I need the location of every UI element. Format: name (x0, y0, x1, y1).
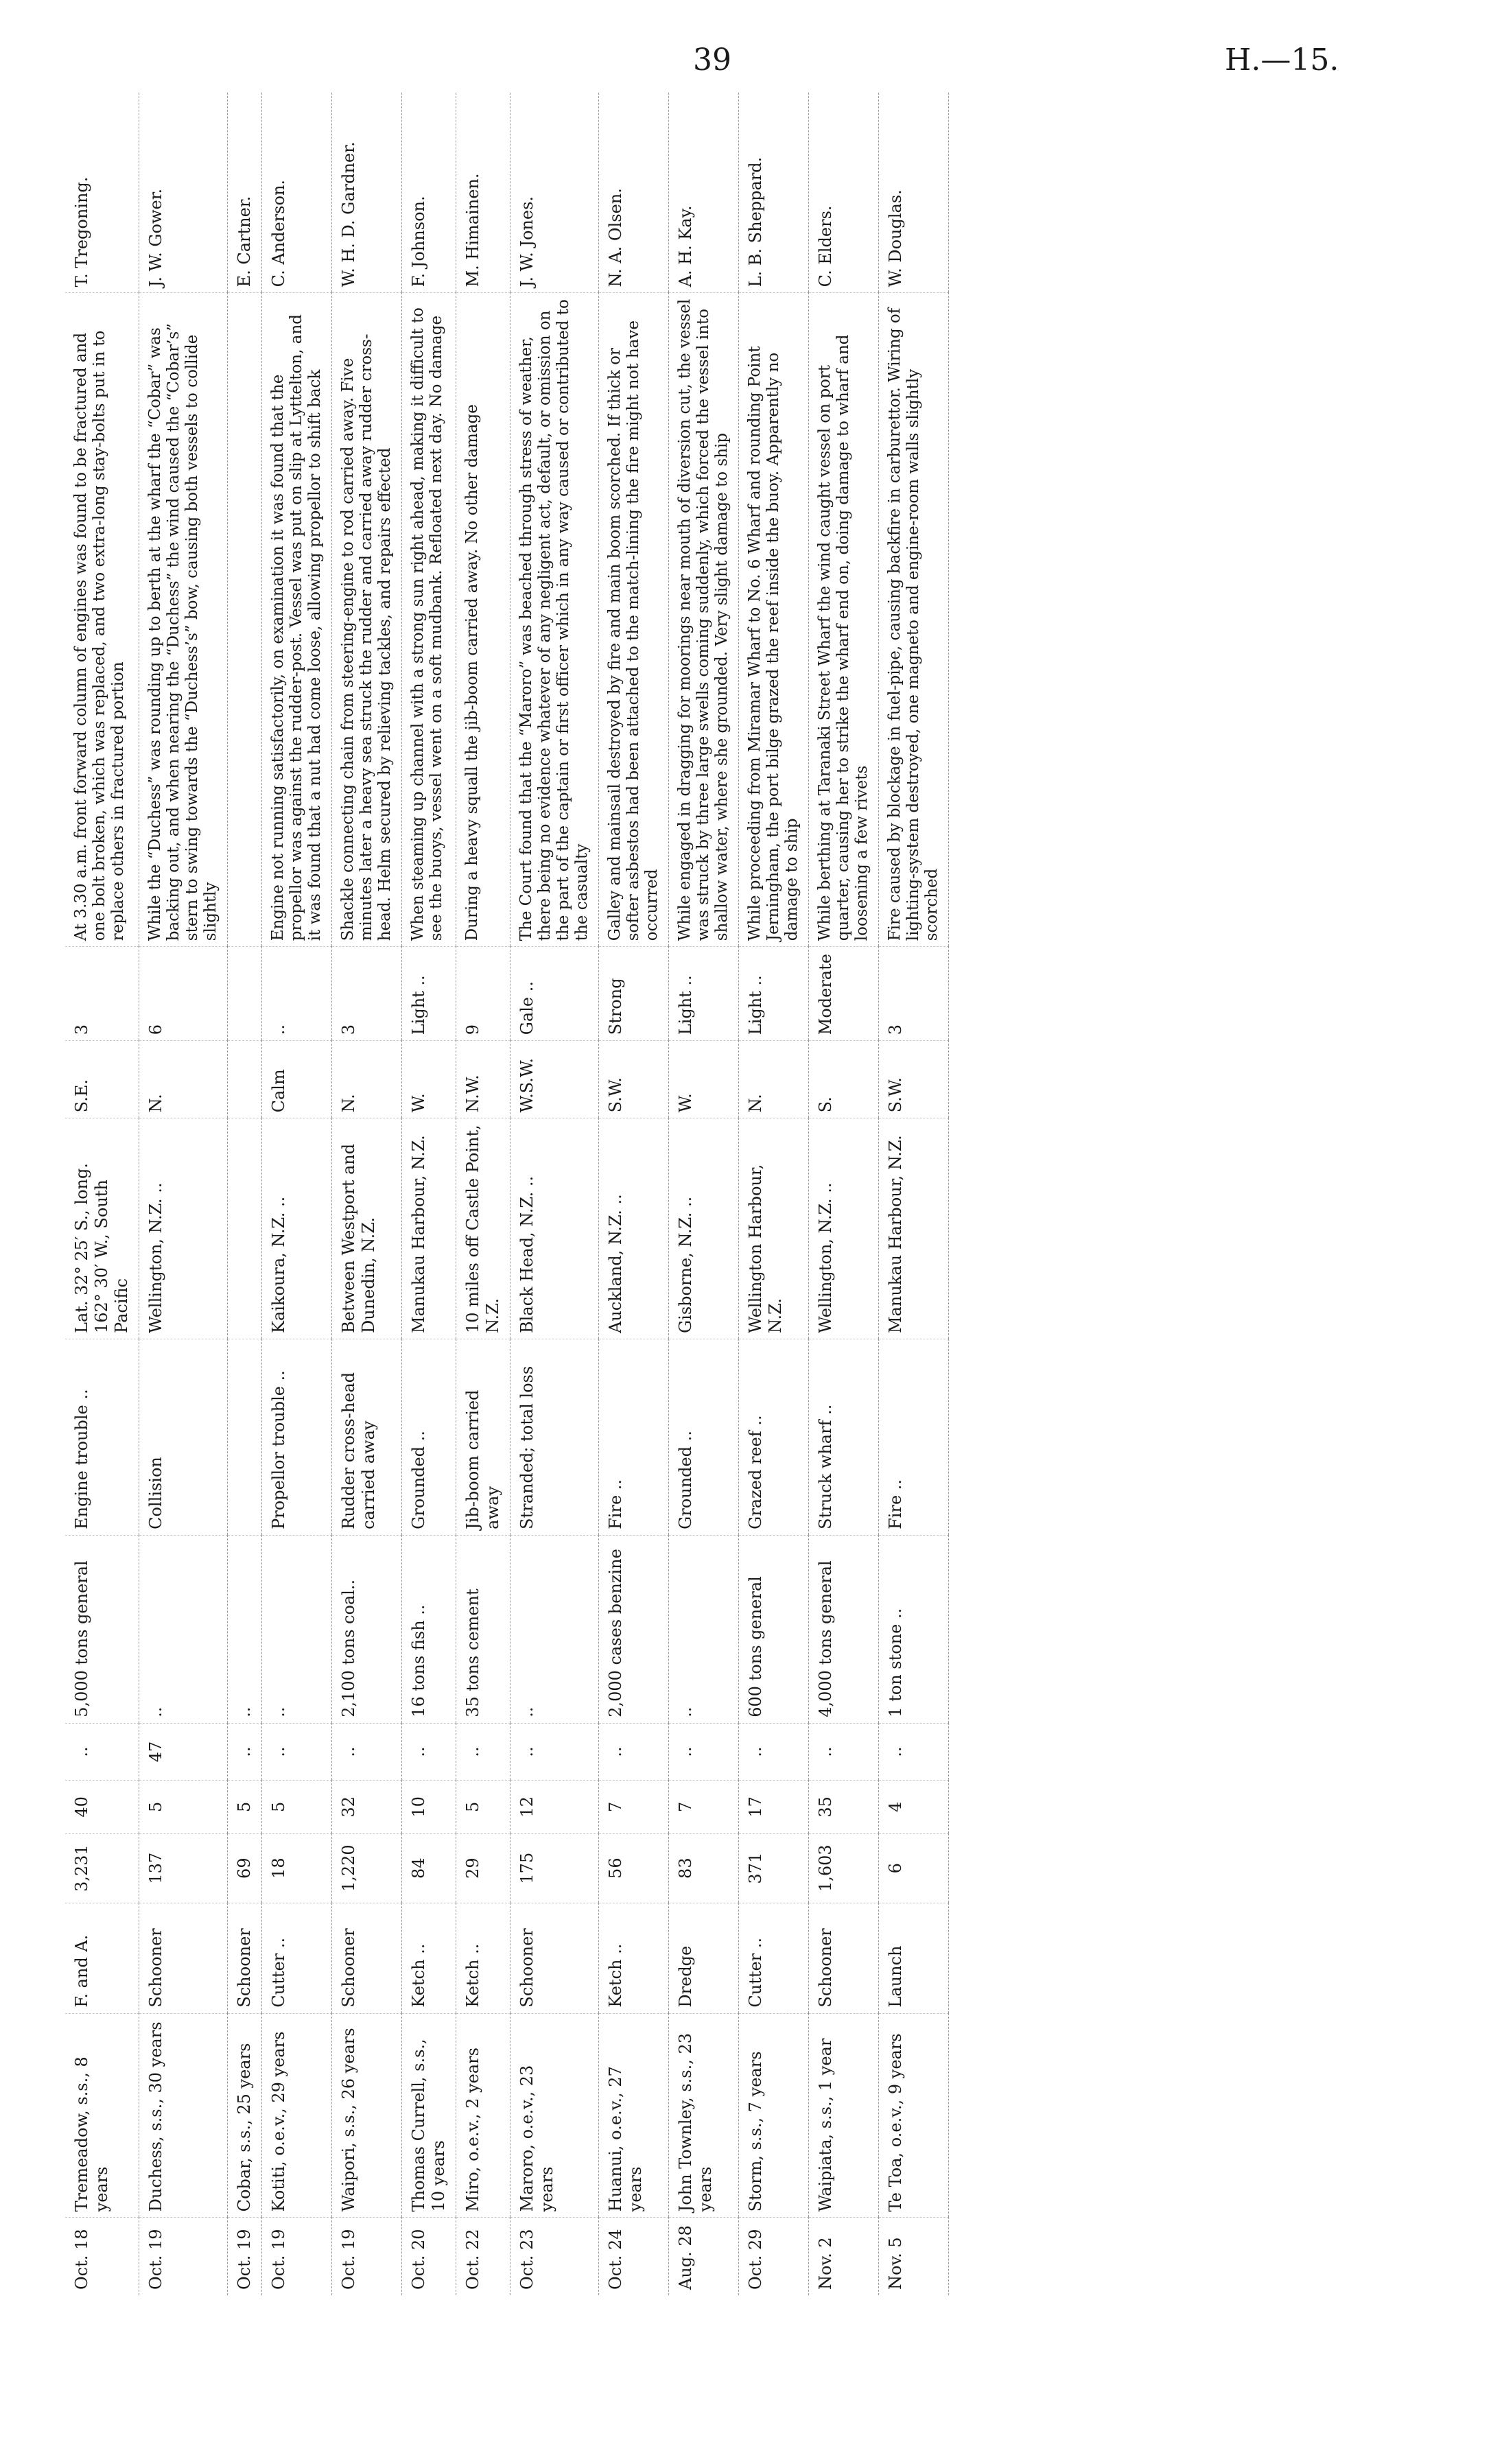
nature-cell: Propellor trouble .. (262, 1339, 332, 1535)
tonnage-cell: 175 (510, 1833, 599, 1903)
rig-cell: Cutter .. (262, 1903, 332, 2013)
passengers-cell: .. (456, 1723, 510, 1780)
description-cell: While engaged in dragging for moorings near mouth of diversion cut, the vessel was struck by three large swells coming suddenly, which forced the vessel into shallow water, where she grounded. Very slight damage to ship (669, 293, 739, 947)
date-cell: Oct. 19 (332, 2218, 402, 2295)
cargo-cell: 2,100 tons coal.. (332, 1535, 402, 1723)
tonnage-cell: 137 (139, 1833, 228, 1903)
tonnage-cell: 84 (402, 1833, 456, 1903)
force-cell: 3 (65, 947, 139, 1041)
wind-cell (228, 1041, 262, 1118)
nature-cell: Stranded; total loss (510, 1339, 599, 1535)
wind-cell: N. (332, 1041, 402, 1118)
table-row (456, 93, 510, 2295)
force-cell: 3 (332, 947, 402, 1041)
cargo-cell: 16 tons fish .. (402, 1535, 456, 1723)
wind-cell: S.E. (65, 1041, 139, 1118)
crew-cell: 35 (809, 1781, 879, 1833)
wind-cell: W. (669, 1041, 739, 1118)
rig-cell: Cutter .. (739, 1903, 809, 2013)
description-cell: While berthing at Taranaki Street Wharf the wind caught vessel on port quarter, causing her to strike the wharf end on, doing damage to wharf and loosening a few rivets (809, 293, 879, 947)
description-cell: When steaming up channel with a strong sun right ahead, making it difficult to see the buoys, vessel went on a soft mudbank. Refloated next day. No damage (402, 293, 456, 947)
vessel-cell: Thomas Currell, s.s., 10 years (402, 2013, 456, 2218)
rig-cell: Schooner (139, 1903, 228, 2013)
officer-cell: E. Cartner. (228, 93, 262, 293)
page-number: 39 (693, 43, 731, 78)
table-row (879, 93, 949, 2295)
place-cell: Auckland, N.Z. .. (599, 1118, 669, 1339)
cargo-cell: 2,000 cases benzine (599, 1535, 669, 1723)
officer-cell: J. W. Gower. (139, 93, 228, 293)
vessel-cell: Miro, o.e.v., 2 years (456, 2013, 510, 2218)
force-cell: Gale .. (510, 947, 599, 1041)
rig-cell: Launch (879, 1903, 949, 2013)
date-cell: Oct. 19 (228, 2218, 262, 2295)
date-cell: Oct. 24 (599, 2218, 669, 2295)
table-row (262, 93, 332, 2295)
place-cell: Gisborne, N.Z. .. (669, 1118, 739, 1339)
place-cell: Kaikoura, N.Z. .. (262, 1118, 332, 1339)
officer-cell: M. Himainen. (456, 93, 510, 293)
nature-cell: Jib-boom carried away (456, 1339, 510, 1535)
tonnage-cell: 18 (262, 1833, 332, 1903)
vessel-cell: Storm, s.s., 7 years (739, 2013, 809, 2218)
nature-cell: Grounded .. (669, 1339, 739, 1535)
description-cell: During a heavy squall the jib-boom carried away. No other damage (456, 293, 510, 947)
nature-cell: Grazed reef .. (739, 1339, 809, 1535)
force-cell: Strong (599, 947, 669, 1041)
place-cell: Lat. 32° 25′ S., long. 162° 30′ W., South Pacific (65, 1118, 139, 1339)
passengers-cell: .. (739, 1723, 809, 1780)
place-cell: Between Westport and Dunedin, N.Z. (332, 1118, 402, 1339)
rig-cell: Ketch .. (402, 1903, 456, 2013)
wind-cell: W. (402, 1041, 456, 1118)
officer-cell: T. Tregoning. (65, 93, 139, 293)
place-cell (228, 1118, 262, 1339)
nature-cell: Engine trouble .. (65, 1339, 139, 1535)
description-cell: While the “Duchess” was rounding up to berth at the wharf the “Cobar” was backing out, and when nearing the “Duchess” the wind caused the “Cobar’s” stern to swing towards the “Duchess’s” bow, causing both vessels to collide slightly (139, 293, 228, 947)
rig-cell: Ketch .. (599, 1903, 669, 2013)
cargo-cell: .. (139, 1535, 228, 1723)
crew-cell: 5 (262, 1781, 332, 1833)
tonnage-cell: 29 (456, 1833, 510, 1903)
tonnage-cell: 56 (599, 1833, 669, 1903)
officer-cell: L. B. Sheppard. (739, 93, 809, 293)
date-cell: Oct. 19 (262, 2218, 332, 2295)
tonnage-cell: 3,231 (65, 1833, 139, 1903)
officer-cell: C. Anderson. (262, 93, 332, 293)
officer-cell: W. Douglas. (879, 93, 949, 293)
date-cell: Aug. 28 (669, 2218, 739, 2295)
passengers-cell: .. (879, 1723, 949, 1780)
nature-cell: Collision (139, 1339, 228, 1535)
vessel-cell: Kotiti, o.e.v., 29 years (262, 2013, 332, 2218)
cargo-cell: 5,000 tons general (65, 1535, 139, 1723)
table-row (809, 93, 879, 2295)
table-row (65, 93, 139, 2295)
force-cell: 6 (139, 947, 228, 1041)
force-cell: .. (262, 947, 332, 1041)
nature-cell: Struck wharf .. (809, 1339, 879, 1535)
description-cell: The Court found that the “Maroro” was beached through stress of weather, there being no evidence whatever of any negligent act, default, or omission on the part of the captain or first officer which in any way caused or contributed to the casualty (510, 293, 599, 947)
rig-cell: Schooner (332, 1903, 402, 2013)
cargo-cell: 4,000 tons general (809, 1535, 879, 1723)
table-row (228, 93, 262, 2295)
wind-cell: N.W. (456, 1041, 510, 1118)
date-cell: Oct. 22 (456, 2218, 510, 2295)
passengers-cell: .. (809, 1723, 879, 1780)
place-cell: Manukau Harbour, N.Z. (402, 1118, 456, 1339)
force-cell: Light .. (669, 947, 739, 1041)
nature-cell: Grounded .. (402, 1339, 456, 1535)
cargo-cell: .. (228, 1535, 262, 1723)
description-cell: Fire caused by blockage in fuel-pipe, causing backfire in carburettor. Wiring of lighting-system destroyed, one magneto and engine-room walls slightly scorched (879, 293, 949, 947)
cargo-cell: .. (262, 1535, 332, 1723)
officer-cell: C. Elders. (809, 93, 879, 293)
nature-cell: Fire .. (879, 1339, 949, 1535)
tonnage-cell: 371 (739, 1833, 809, 1903)
nature-cell (228, 1339, 262, 1535)
description-cell: Engine not running satisfactorily, on examination it was found that the propellor was against the rudder-post. Vessel was put on slip at Lyttelton, and it was found that a nut had come loose, allowing propellor to shift back (262, 293, 332, 947)
tonnage-cell: 1,603 (809, 1833, 879, 1903)
vessel-cell: Waipori, s.s., 26 years (332, 2013, 402, 2218)
force-cell: Light .. (402, 947, 456, 1041)
cargo-cell: 35 tons cement (456, 1535, 510, 1723)
passengers-cell: .. (65, 1723, 139, 1780)
passengers-cell: .. (228, 1723, 262, 1780)
tonnage-cell: 1,220 (332, 1833, 402, 1903)
document-reference: H.—15. (1225, 43, 1339, 78)
place-cell: 10 miles off Castle Point, N.Z. (456, 1118, 510, 1339)
force-cell: Light .. (739, 947, 809, 1041)
date-cell: Oct. 29 (739, 2218, 809, 2295)
table-row (739, 93, 809, 2295)
officer-cell: A. H. Kay. (669, 93, 739, 293)
date-cell: Nov. 2 (809, 2218, 879, 2295)
place-cell: Wellington, N.Z. .. (809, 1118, 879, 1339)
passengers-cell: .. (510, 1723, 599, 1780)
description-cell: At 3.30 a.m. front forward column of engines was found to be fractured and one bolt broken, which was replaced, and two extra-long stay-bolts put in to replace others in fractured portion (65, 293, 139, 947)
wind-cell: Calm (262, 1041, 332, 1118)
crew-cell: 40 (65, 1781, 139, 1833)
crew-cell: 5 (456, 1781, 510, 1833)
crew-cell: 7 (669, 1781, 739, 1833)
vessel-cell: Maroro, o.e.v., 23 years (510, 2013, 599, 2218)
date-cell: Oct. 19 (139, 2218, 228, 2295)
crew-cell: 32 (332, 1781, 402, 1833)
force-cell (228, 947, 262, 1041)
officer-cell: W. H. D. Gardner. (332, 93, 402, 293)
vessel-cell: Tremeadow, s.s., 8 years (65, 2013, 139, 2218)
place-cell: Manukau Harbour, N.Z. (879, 1118, 949, 1339)
wind-cell: N. (739, 1041, 809, 1118)
table-row (669, 93, 739, 2295)
table-row (139, 93, 228, 2295)
crew-cell: 5 (139, 1781, 228, 1833)
place-cell: Black Head, N.Z. .. (510, 1118, 599, 1339)
table-row (332, 93, 402, 2295)
passengers-cell: .. (402, 1723, 456, 1780)
place-cell: Wellington, N.Z. .. (139, 1118, 228, 1339)
wind-cell: N. (139, 1041, 228, 1118)
date-cell: Nov. 5 (879, 2218, 949, 2295)
officer-cell: F. Johnson. (402, 93, 456, 293)
passengers-cell: 47 (139, 1723, 228, 1780)
date-cell: Oct. 18 (65, 2218, 139, 2295)
vessel-cell: Huanui, o.e.v., 27 years (599, 2013, 669, 2218)
passengers-cell: .. (669, 1723, 739, 1780)
crew-cell: 10 (402, 1781, 456, 1833)
casualty-table-rotated (65, 93, 1355, 2295)
force-cell: 3 (879, 947, 949, 1041)
wind-cell: S.W. (879, 1041, 949, 1118)
description-cell (228, 293, 262, 947)
rig-cell: Schooner (228, 1903, 262, 2013)
cargo-cell: 1 ton stone .. (879, 1535, 949, 1723)
rig-cell: Schooner (510, 1903, 599, 2013)
tonnage-cell: 69 (228, 1833, 262, 1903)
rig-cell: F. and A. (65, 1903, 139, 2013)
force-cell: 9 (456, 947, 510, 1041)
vessel-cell: Cobar, s.s., 25 years (228, 2013, 262, 2218)
rig-cell: Dredge (669, 1903, 739, 2013)
date-cell: Oct. 23 (510, 2218, 599, 2295)
cargo-cell: .. (510, 1535, 599, 1723)
description-cell: Shackle connecting chain from steering-engine to rod carried away. Five minutes later a heavy sea struck the rudder and carried away rudder cross-head. Helm secured by relieving tackles, and repairs effected (332, 293, 402, 947)
vessel-cell: Duchess, s.s., 30 years (139, 2013, 228, 2218)
rig-cell: Schooner (809, 1903, 879, 2013)
nature-cell: Fire .. (599, 1339, 669, 1535)
tonnage-cell: 6 (879, 1833, 949, 1903)
crew-cell: 4 (879, 1781, 949, 1833)
crew-cell: 12 (510, 1781, 599, 1833)
vessel-cell: Waipiata, s.s., 1 year (809, 2013, 879, 2218)
description-cell: While proceeding from Miramar Wharf to No. 6 Wharf and rounding Point Jerningham, the port bilge grazed the reef inside the buoy. Apparently no damage to ship (739, 293, 809, 947)
cargo-cell: 600 tons general (739, 1535, 809, 1723)
passengers-cell: .. (599, 1723, 669, 1780)
rig-cell: Ketch .. (456, 1903, 510, 2013)
cargo-cell: .. (669, 1535, 739, 1723)
place-cell: Wellington Harbour, N.Z. (739, 1118, 809, 1339)
vessel-cell: John Townley, s.s., 23 years (669, 2013, 739, 2218)
description-cell: Galley and mainsail destroyed by fire and main boom scorched. If thick or softer asbestos had been attached to the match-lining the fire might not have occurred (599, 293, 669, 947)
vessel-cell: Te Toa, o.e.v., 9 years (879, 2013, 949, 2218)
crew-cell: 17 (739, 1781, 809, 1833)
crew-cell: 5 (228, 1781, 262, 1833)
passengers-cell: .. (332, 1723, 402, 1780)
officer-cell: N. A. Olsen. (599, 93, 669, 293)
nature-cell: Rudder cross-head carried away (332, 1339, 402, 1535)
table-row (402, 93, 456, 2295)
crew-cell: 7 (599, 1781, 669, 1833)
wind-cell: S.W. (599, 1041, 669, 1118)
officer-cell: J. W. Jones. (510, 93, 599, 293)
passengers-cell: .. (262, 1723, 332, 1780)
wind-cell: S. (809, 1041, 879, 1118)
casualty-table (65, 93, 949, 2295)
wind-cell: W.S.W. (510, 1041, 599, 1118)
force-cell: Moderate (809, 947, 879, 1041)
table-row (510, 93, 599, 2295)
date-cell: Oct. 20 (402, 2218, 456, 2295)
table-row (599, 93, 669, 2295)
tonnage-cell: 83 (669, 1833, 739, 1903)
